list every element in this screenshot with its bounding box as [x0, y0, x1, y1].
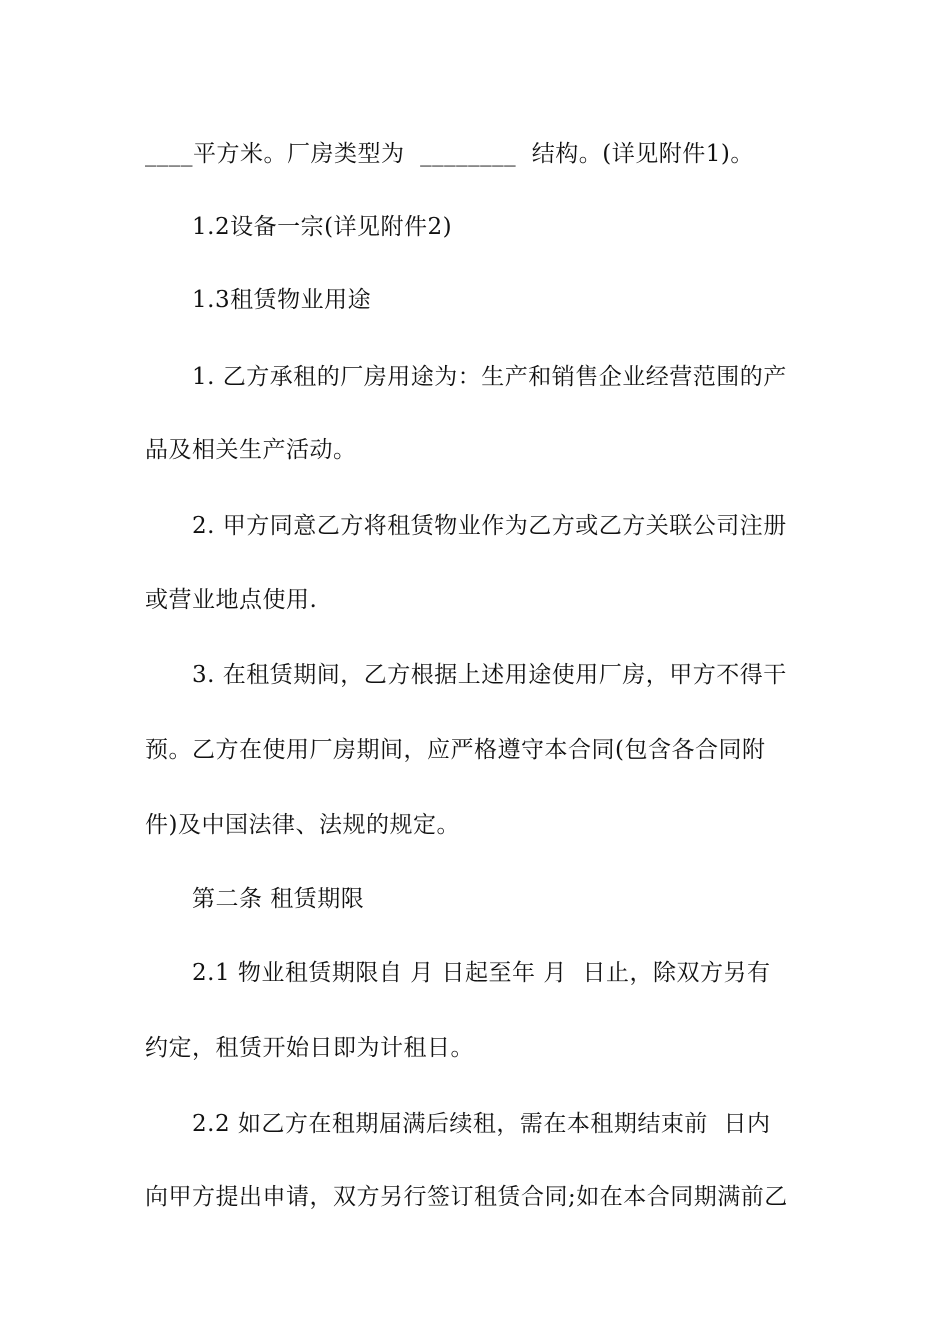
text-line-usage-2a: 2. 甲方同意乙方将租赁物业作为乙方或乙方关联公司注册 [192, 513, 787, 539]
text-line-area-structure: ____平方米。厂房类型为 ________ 结构。(详见附件1)。 [145, 141, 754, 167]
text-line-equipment: 1.2设备一宗(详见附件2) [192, 214, 453, 240]
section-heading-lease-term: 第二条 租赁期限 [192, 886, 365, 912]
text-line-usage-3c: 件)及中国法律、法规的规定。 [145, 812, 460, 838]
text-line-usage-1a: 1. 乙方承租的厂房用途为：生产和销售企业经营范围的产 [192, 364, 787, 390]
text-line-usage-2b: 或营业地点使用. [145, 587, 318, 613]
text-line-term-2-2a: 2.2 如乙方在租期届满后续租，需在本租期结束前 日内 [192, 1111, 771, 1137]
text-line-usage-1b: 品及相关生产活动。 [145, 437, 357, 463]
text-line-usage-3b: 预。乙方在使用厂房期间，应严格遵守本合同(包含各合同附 [145, 737, 766, 763]
text-line-usage-heading: 1.3租赁物业用途 [192, 287, 372, 313]
text-line-term-2-1b: 约定，租赁开始日即为计租日。 [145, 1035, 474, 1061]
text-line-term-2-2b: 向甲方提出申请，双方另行签订租赁合同;如在本合同期满前乙 [145, 1184, 788, 1210]
text-line-term-2-1a: 2.1 物业租赁期限自 月 日起至年 月 日止，除双方另有 [192, 960, 771, 986]
text-line-usage-3a: 3. 在租赁期间，乙方根据上述用途使用厂房，甲方不得干 [192, 662, 787, 688]
